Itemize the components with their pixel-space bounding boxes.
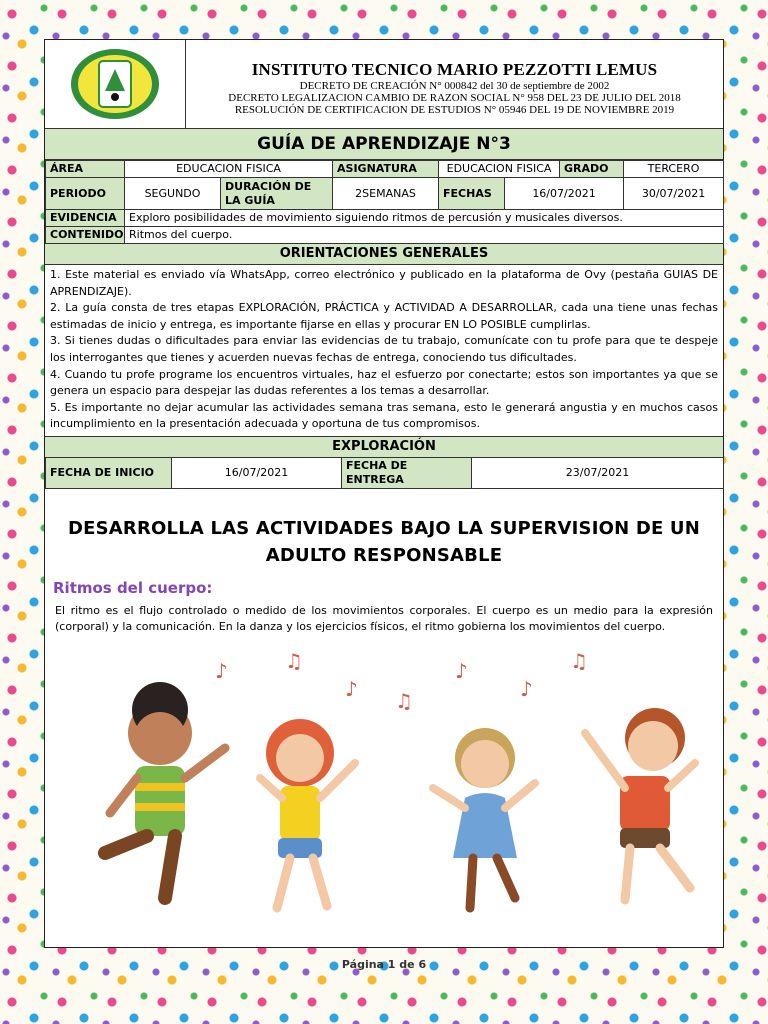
delivery-date-value: 23/07/2021 bbox=[472, 458, 724, 489]
music-note-icon: ♪ bbox=[455, 659, 468, 683]
orientation-item: 3. Si tienes dudas o dificultades para enviar las evidencias de tu trabajo, comunícate con tu profe para que te despeje los interrogantes que tienes y acuerden nuevas fechas de entrega, conociendo tus dificultades. bbox=[50, 334, 718, 364]
music-note-icon: ♪ bbox=[345, 677, 358, 701]
school-logo bbox=[45, 40, 186, 128]
school-shield-icon bbox=[69, 47, 161, 121]
area-value: EDUCACION FISICA bbox=[125, 161, 333, 178]
institution-block bbox=[186, 40, 723, 128]
child-figure-4 bbox=[585, 708, 695, 900]
period-label: PERIODO bbox=[46, 178, 125, 210]
orientation-item: 2. La guía consta de tres etapas EXPLORACIÓN, PRÁCTICA y ACTIVIDAD A DESARROLLAR, cada una tiene unas fechas estimadas de inicio y entrega, es importante fijarse en ellas y procurar EN LO POSIBLE cumplirlas. bbox=[50, 301, 718, 331]
music-note-icon: ♫ bbox=[570, 649, 588, 673]
child-figure-1 bbox=[105, 682, 225, 898]
evidence-label: EVIDENCIA bbox=[46, 210, 125, 227]
duration-label: DURACIÓN DE LA GUÍA bbox=[221, 178, 333, 210]
orientations-list bbox=[45, 265, 723, 436]
subject-value: EDUCACION FISICA bbox=[439, 161, 560, 178]
music-note-icon: ♫ bbox=[285, 649, 303, 673]
child-figure-3 bbox=[433, 728, 535, 908]
area-label: ÁREA bbox=[46, 161, 125, 178]
rhythm-paragraph: El ritmo es el flujo controlado o medido de los movimientos corporales. El cuerpo es un medio para la expresión (corporal) y la comunicación. En la danza y los ejercicios físicos, el ritmo gobierna los movimientos del cuerpo. bbox=[55, 603, 713, 634]
date-start: 16/07/2021 bbox=[505, 178, 624, 210]
guide-page bbox=[44, 39, 724, 971]
orientation-item: 4. Cuando tu profe programe los encuentros virtuales, haz el esfuerzo por conectarte; estos son importantes ya que se genera un espacio para despejar las dudas referentes a los temas a desarrollar. bbox=[50, 367, 718, 398]
dates-label: FECHAS bbox=[439, 178, 505, 210]
music-note-icon: ♪ bbox=[520, 677, 533, 701]
institution-name: INSTITUTO TECNICO MARIO PEZZOTTI LEMUS bbox=[251, 60, 658, 79]
evidence-value: Exploro posibilidades de movimiento siguiendo ritmos de percusión y musicales diversos. bbox=[125, 210, 724, 227]
period-value: SEGUNDO bbox=[125, 178, 221, 210]
date-end: 30/07/2021 bbox=[624, 178, 724, 210]
page-number: Página 1 de 6 bbox=[341, 958, 427, 971]
orientation-item: 5. Es importante no dejar acumular las actividades semana tras semana, esto le generará angustia y en muchos casos incumplimiento en la presentación adecuada y oportuna de tus compromisos. bbox=[50, 400, 718, 431]
decree-line-1: DECRETO DE CREACIÓN N° 000842 del 30 de septiembre de 2002 bbox=[299, 80, 610, 92]
guide-title: GUÍA DE APRENDIZAJE N°3 bbox=[45, 129, 723, 160]
duration-value: 2SEMANAS bbox=[333, 178, 439, 210]
orientations-title: ORIENTACIONES GENERALES bbox=[45, 244, 723, 265]
start-date-value: 16/07/2021 bbox=[172, 458, 342, 489]
decree-line-3: RESOLUCIÓN DE CERTIFICACION DE ESTUDIOS N° 05946 DEL 19 DE NOVIEMBRE 2019 bbox=[234, 104, 675, 116]
music-note-icon: ♪ bbox=[215, 659, 228, 683]
orientation-item: 1. Este material es enviado vía WhatsApp, correo electrónico y publicado en la plataforma de Ovy (pestaña GUIAS DE APRENDIZAJE). bbox=[50, 268, 718, 298]
exploration-title: EXPLORACIÓN bbox=[45, 436, 723, 458]
main-heading: DESARROLLA LAS ACTIVIDADES BAJO LA SUPERVISION DE UN ADULTO RESPONSABLE bbox=[67, 517, 701, 566]
music-note-icon: ♫ bbox=[395, 689, 413, 713]
subheading: Ritmos del cuerpo: bbox=[53, 578, 213, 597]
grade-value: TERCERO bbox=[624, 161, 724, 178]
subject-label: ASIGNATURA bbox=[333, 161, 439, 178]
content-label: CONTENIDO bbox=[46, 227, 125, 244]
content-value: Ritmos del cuerpo. bbox=[125, 227, 724, 244]
start-date-label: FECHA DE INICIO bbox=[46, 458, 172, 489]
dancing-children-illustration bbox=[65, 638, 705, 918]
document-header bbox=[45, 40, 723, 129]
exploration-dates bbox=[45, 458, 724, 489]
delivery-date-label: FECHA DE ENTREGA bbox=[342, 458, 472, 489]
child-figure-2 bbox=[260, 719, 355, 908]
decree-line-2: DECRETO LEGALIZACION CAMBIO DE RAZON SOCIAL N° 958 DEL 23 DE JULIO DEL 2018 bbox=[228, 92, 681, 104]
info-table bbox=[45, 160, 724, 244]
grade-label: GRADO bbox=[560, 161, 624, 178]
